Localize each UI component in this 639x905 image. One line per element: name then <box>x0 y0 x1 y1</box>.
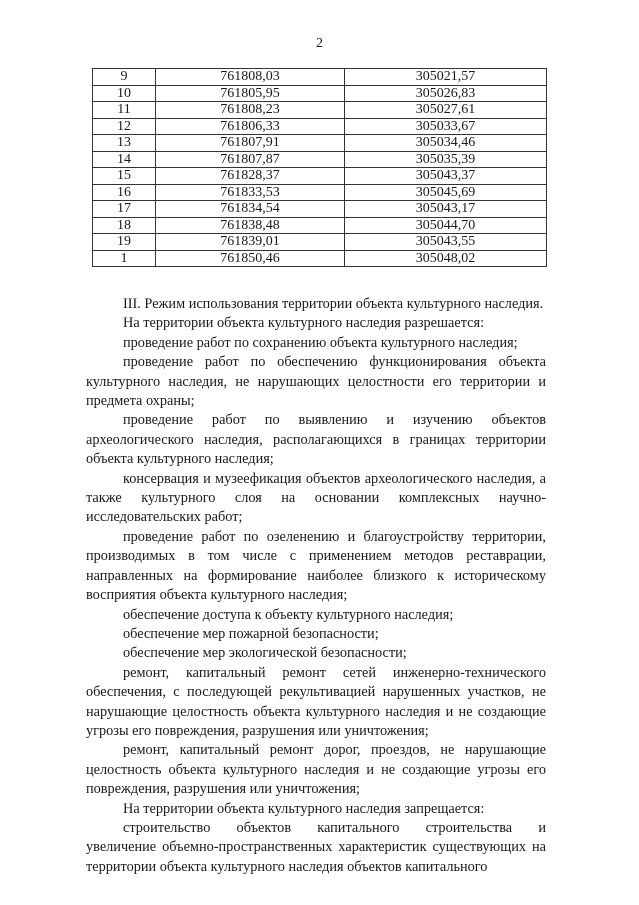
allowed-item: проведение работ по сохранению объекта культурного наследия; <box>123 334 518 351</box>
point-number-cell: 10 <box>93 85 156 102</box>
x-coordinate-cell: 761807,91 <box>156 135 345 152</box>
table-row <box>93 201 547 218</box>
page-number: 2 <box>316 36 323 51</box>
table-row <box>93 102 547 119</box>
x-coordinate-cell: 761805,95 <box>156 85 345 102</box>
y-coordinate-cell: 305026,83 <box>345 85 547 102</box>
y-coordinate-cell: 305045,69 <box>345 184 547 201</box>
x-coordinate-cell: 761834,54 <box>156 201 345 218</box>
point-number-cell: 19 <box>93 234 156 251</box>
table-row <box>93 69 547 86</box>
table-row <box>93 118 547 135</box>
table-row <box>93 135 547 152</box>
x-coordinate-cell: 761808,23 <box>156 102 345 119</box>
forbidden-item-word: и <box>538 819 546 836</box>
allowed-item: обеспечение мер экологической безопасности; <box>123 645 407 662</box>
point-number-cell: 17 <box>93 201 156 218</box>
point-number-cell: 18 <box>93 217 156 234</box>
point-number-cell: 14 <box>93 151 156 168</box>
point-number-cell: 1 <box>93 250 156 267</box>
table-row <box>93 168 547 185</box>
allowed-item: обеспечение доступа к объекту культурного наследия; <box>123 606 454 623</box>
x-coordinate-cell: 761807,87 <box>156 151 345 168</box>
allowed-intro: На территории объекта культурного наследия разрешается: <box>123 315 485 332</box>
forbidden-item-rest: увеличение объемно-пространственных характеристик существующих на территории объекта культурного наследия объектов капитального <box>86 839 546 875</box>
forbidden-item <box>86 819 546 877</box>
table-row <box>93 217 547 234</box>
point-number-cell: 11 <box>93 102 156 119</box>
table-row <box>93 234 547 251</box>
x-coordinate-cell: 761808,03 <box>156 69 345 86</box>
y-coordinate-cell: 305027,61 <box>345 102 547 119</box>
allowed-item: обеспечение мер пожарной безопасности; <box>123 625 379 642</box>
regime-section <box>86 295 546 877</box>
section-heading: III. Режим использования территории объекта культурного наследия. <box>123 296 544 312</box>
x-coordinate-cell: 761828,37 <box>156 168 345 185</box>
x-coordinate-cell: 761833,53 <box>156 184 345 201</box>
table-row <box>93 85 547 102</box>
point-number-cell: 9 <box>93 69 156 86</box>
point-number-cell: 12 <box>93 118 156 135</box>
x-coordinate-cell: 761839,01 <box>156 234 345 251</box>
allowed-item: проведение работ по выявлению и изучению объектов археологического наследия, располагающихся в границах территории объекта культурного наследия; <box>86 412 546 468</box>
y-coordinate-cell: 305043,37 <box>345 168 547 185</box>
x-coordinate-cell: 761850,46 <box>156 250 345 267</box>
y-coordinate-cell: 305044,70 <box>345 217 547 234</box>
forbidden-item-word: объектов <box>236 819 292 836</box>
forbidden-item-word: строительство <box>123 819 211 836</box>
point-number-cell: 15 <box>93 168 156 185</box>
allowed-item: консервация и музеефикация объектов археологического наследия, а также культурного слоя на основании комплексных научно-исследовательских работ; <box>86 470 546 526</box>
allowed-item: ремонт, капитальный ремонт сетей инженерно-технического обеспечения, с последующей рекультивацией нарушенных участков, не нарушающие целостность объекта культурного наследия и не создающие угрозы его повреждения, разрушения или уничтожения; <box>86 664 546 739</box>
forbidden-item-word: строительства <box>425 819 513 836</box>
coordinates-table <box>92 68 547 267</box>
y-coordinate-cell: 305048,02 <box>345 250 547 267</box>
table-row <box>93 151 547 168</box>
forbidden-item-word: капитального <box>317 819 400 836</box>
allowed-item: проведение работ по обеспечению функционирования объекта культурного наследия, не нарушающих целостности его территории и предмета охраны; <box>86 354 546 410</box>
x-coordinate-cell: 761838,48 <box>156 217 345 234</box>
allowed-list <box>86 334 546 800</box>
point-number-cell: 16 <box>93 184 156 201</box>
y-coordinate-cell: 305035,39 <box>345 151 547 168</box>
allowed-item: ремонт, капитальный ремонт дорог, проездов, не нарушающие целостность объекта культурного наследия и не создающие угрозы его повреждения, разрушения или уничтожения; <box>86 742 546 798</box>
y-coordinate-cell: 305043,17 <box>345 201 547 218</box>
y-coordinate-cell: 305021,57 <box>345 69 547 86</box>
forbidden-intro: На территории объекта культурного наследия запрещается: <box>123 800 485 817</box>
forbidden-item-first-line <box>86 819 546 838</box>
table-row <box>93 184 547 201</box>
table-row <box>93 250 547 267</box>
allowed-item: проведение работ по озеленению и благоустройству территории, производимых в том числе с применением методов реставрации, направленных на формирование наиболее близкого к историческому восприятия объекта культурного наследия; <box>86 528 546 604</box>
point-number-cell: 13 <box>93 135 156 152</box>
y-coordinate-cell: 305043,55 <box>345 234 547 251</box>
y-coordinate-cell: 305034,46 <box>345 135 547 152</box>
x-coordinate-cell: 761806,33 <box>156 118 345 135</box>
y-coordinate-cell: 305033,67 <box>345 118 547 135</box>
